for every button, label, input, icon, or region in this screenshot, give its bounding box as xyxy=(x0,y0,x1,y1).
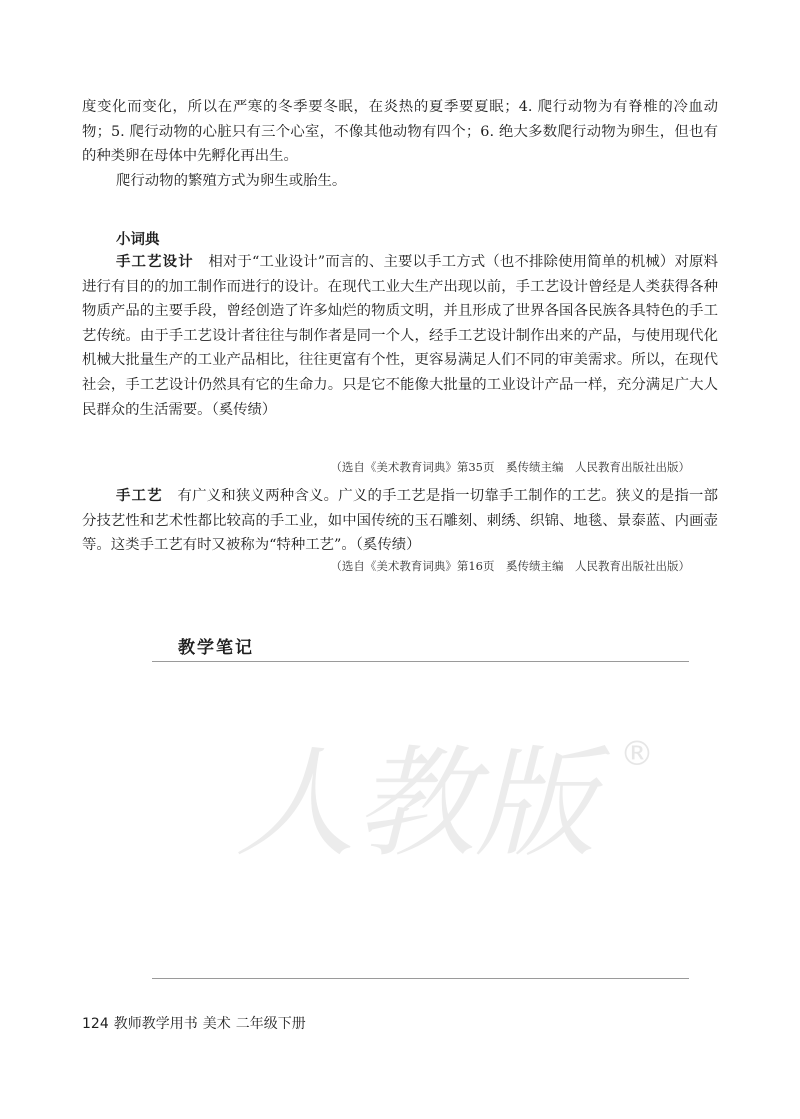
dictionary-heading: 小词典 xyxy=(116,232,160,248)
page-footer xyxy=(82,1013,311,1033)
entry-text: 有广义和狭义两种含义。广义的手工艺是指一切靠手工制作的工艺。狭义的是指一部分技艺性和艺术性都比较高的手工业，如中国传统的玉石雕刻、刺绣、织锦、地毯、景泰蓝、内画壶等。这类手工艺有时又被称为“特种工艺”。（奚传绩） xyxy=(82,488,718,554)
intro-text xyxy=(82,95,718,193)
registered-mark: ® xyxy=(620,734,654,774)
entry-source: （选自《美术教育词典》第35页 奚传绩主编 人民教育出版社出版） xyxy=(330,460,690,474)
watermark-text: 人教版 xyxy=(235,735,595,874)
page-number: 124 xyxy=(82,1016,109,1032)
grade-label: 二年级下册 xyxy=(235,1016,306,1032)
entry-source: （选自《美术教育词典》第16页 奚传绩主编 人民教育出版社出版） xyxy=(330,559,690,573)
entry-term: 手工艺设计 xyxy=(116,253,194,270)
entry-text: 相对于“工业设计”而言的、主要以手工方式（也不排除使用简单的机械）对原料进行有目的的加工制作而进行的设计。在现代工业大生产出现以前，手工艺设计曾经是人类获得各种物质产品的主要手段，曾经创造了许多灿烂的物质文明，并且形成了世界各国各民族各具特色的手工艺传统。由于手工艺设计者往往与制作者是同一个人，经手工艺设计制作出来的产品，与使用现代化机械大批量生产的工业产品相比，往往更富有个性，更容易满足人们不同的审美需求。所以，在现代社会，手工艺设计仍然具有它的生命力。只是它不能像大批量的工业设计产品一样，充分满足广大人民群众的生活需要。（奚传绩） xyxy=(82,254,718,418)
book-title: 教师教学用书 xyxy=(113,1016,198,1032)
intro-paragraph: 爬行动物的繁殖方式为卵生或胎生。 xyxy=(116,172,347,189)
intro-paragraph: 度变化而变化，所以在严寒的冬季要冬眠，在炎热的夏季要夏眠；4. 爬行动物为有脊椎的冷血动物；5. 爬行动物的心脏只有三个心室，不像其他动物有四个；6. 绝大多数爬行动物为卵生，但也有的种类卵在母体中先孵化再出生。 xyxy=(82,99,718,165)
dictionary-entry xyxy=(82,250,718,422)
notes-top-divider xyxy=(152,661,689,662)
notes-bottom-divider xyxy=(152,978,689,979)
entry-term: 手工艺 xyxy=(116,487,163,504)
subject-label: 美术 xyxy=(202,1016,231,1032)
watermark-logo xyxy=(225,715,675,880)
notes-title: 教学笔记 xyxy=(178,638,254,658)
dictionary-entry xyxy=(82,484,718,558)
